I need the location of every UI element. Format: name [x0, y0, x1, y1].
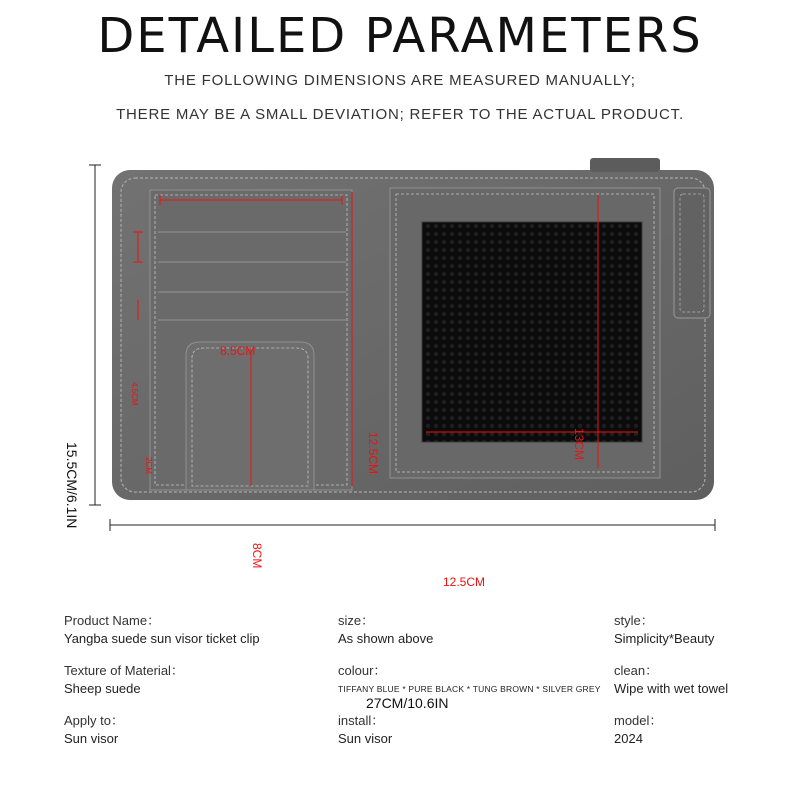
strap [674, 188, 710, 318]
page-title: DETAILED PARAMETERS [97, 8, 703, 64]
top-tab [590, 158, 660, 172]
dim-pocket-height: 12.5CM [366, 432, 380, 475]
dim-window-width: 12.5CM [443, 575, 486, 589]
spec-clean: clean： Wipe with wet towel [614, 663, 729, 696]
subtitle-line-2: THERE MAY BE A SMALL DEVIATION; REFER TO THE ACTUAL PRODUCT. [116, 106, 684, 123]
spec-material: Texture of Material： Sheep suede [64, 663, 184, 696]
glasses-clip [186, 342, 314, 490]
spec-table [0, 608, 800, 758]
subtitle-line-1: THE FOLLOWING DIMENSIONS ARE MEASURED MANUALLY; [164, 72, 636, 89]
spec-product-name: Product Name： Yangba suede sun visor ticket clip [64, 613, 260, 646]
sun-visor-organizer-illustration [0, 150, 800, 570]
spec-colour: colour： TIFFANY BLUE * PURE BLACK * TUNG BROWN * SILVER GREY [338, 663, 601, 694]
mesh-window [422, 222, 642, 442]
spec-size: size： As shown above [338, 613, 434, 646]
dim-total-height: 15.5CM/6.1IN [64, 442, 80, 529]
spec-install: install： Sun visor [338, 713, 393, 746]
spec-style: style： Simplicity*Beauty [614, 613, 715, 646]
dim-window-height: 13CM [572, 428, 586, 461]
dim-card-width: 8.5CM [220, 344, 256, 358]
dim-total-width: 27CM/10.6IN [366, 695, 449, 711]
spec-apply-to: Apply to： Sun visor [64, 713, 124, 746]
dim-clip-height: 8CM [250, 543, 264, 569]
dim-slot-tiny: 2CM [144, 457, 153, 474]
dim-slot-small: 4.5CM [130, 382, 139, 406]
spec-model: model： 2024 [614, 713, 663, 746]
